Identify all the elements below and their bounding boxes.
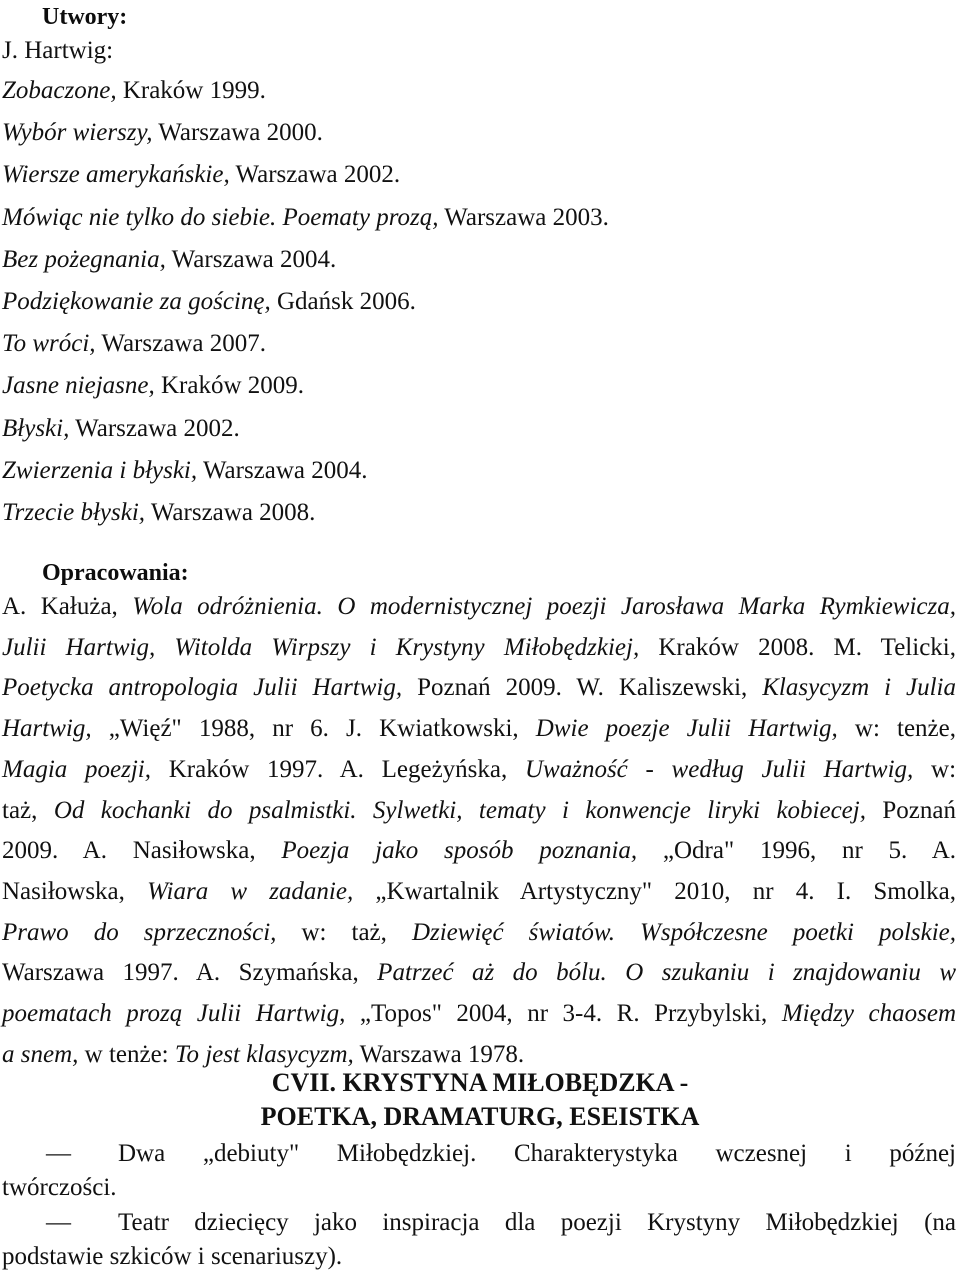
work-item [2,76,956,106]
work-item [2,203,956,233]
work-title: Jasne niejasne, [2,372,155,400]
work-item [2,414,956,444]
italic-title-segment: Prawo do sprzeczności, [2,918,277,946]
chapter-title-line-2: POETKA, DRAMATURG, ESEISTKA [260,1102,700,1131]
italic-title-segment: Klasycyzm i Julia [762,674,956,702]
text-segment: 2009. A. Nasiłowska, [2,837,282,865]
italic-title-segment: Hartwig, [2,715,92,743]
author-label: J. Hartwig: [2,37,114,64]
work-item [2,329,956,359]
work-publication: Warszawa 2003. [438,203,609,231]
work-publication: Warszawa 2002. [69,414,240,442]
bibliography-line [2,755,956,785]
text-segment: „Topos" 2004, nr 3-4. R. Przybylski, [345,1000,782,1027]
italic-title-segment: Dziewięć światów. Współczesne poetki polskie, [411,918,957,946]
italic-title-segment: a snem, [2,1040,79,1068]
work-title: Wybór wierszy, [2,119,153,147]
italic-title-segment: Wola odróżnienia. O modernistycznej poezji Jarosława Marka Rymkiewicza, [132,593,957,620]
point-1-line-1 [2,1139,956,1169]
work-title: Zobaczone, [2,77,117,104]
work-publication: Warszawa 2008. [145,499,316,526]
work-item [2,371,956,401]
italic-title-segment: Uważność - według Julii Hartwig, [524,755,914,783]
italic-title-segment: Wiara w zadanie, [147,877,354,905]
utwory-heading: Utwory: [42,4,128,30]
text-segment: Kraków 2008. M. Telicki, [639,633,956,661]
bibliography-line [2,918,956,948]
text-segment: „Kwartalnik Artystyczny" 2010, nr 4. I. Smolka, [353,877,957,905]
point-1-line-2: twórczości. [2,1174,117,1201]
text-segment: Poznań 2009. W. Kaliszewski, [402,674,763,702]
work-publication: Warszawa 2004. [165,245,337,273]
bibliography-line [2,1040,956,1070]
bibliography-line [2,958,956,988]
work-item [2,456,956,486]
work-title: Mówiąc nie tylko do siebie. Poematy prozą, [2,203,439,231]
italic-title-segment: Dwie poezje Julii Hartwig, [535,715,838,743]
text-segment: „Odra" 1996, nr 5. A. [637,837,956,865]
text-segment: Nasiłowska, [2,877,148,905]
work-publication: Kraków 1999. [116,77,266,104]
text-segment: Kraków 1997. A. Legeżyńska, [150,755,525,783]
italic-title-segment: Między chaosem [781,1000,957,1027]
bibliography-line [2,877,956,907]
work-item [2,287,956,317]
work-title: Trzecie błyski, [2,499,146,526]
text-segment: w: tenże, [837,715,956,743]
point-2-line-1 [2,1208,956,1238]
text-segment: w: [913,755,957,783]
work-item [2,498,956,528]
point-2-text: Teatr dziecięcy jako inspiracja dla poezji Krystyny Miłobędzkiej (na [118,1209,956,1236]
em-dash-marker: — [46,1140,71,1167]
text-segment: „Więź" 1988, nr 6. J. Kwiatkowski, [91,715,536,743]
italic-title-segment: Poezja jako sposób poznania, [281,837,638,865]
work-item [2,245,956,275]
bibliography-line [2,999,956,1029]
text-segment: Warszawa 1997. A. Szymańska, [2,959,378,987]
work-item [2,160,956,190]
opracowania-heading: Opracowania: [42,560,189,586]
text-segment: Poznań [865,796,956,824]
bibliography-line [2,592,956,622]
work-publication: Warszawa 2007. [95,330,266,358]
bibliography-line [2,673,956,703]
italic-title-segment: Poetycka antropologia Julii Hartwig, [2,674,403,702]
work-title: Zwierzenia i błyski, [2,456,198,484]
work-publication: Warszawa 2000. [152,119,323,147]
text-segment: A. Kałuża, [2,593,133,620]
work-title: Podziękowanie za gościnę, [2,288,271,315]
work-title: Błyski, [2,414,70,442]
point-2-line-2: podstawie szkiców i scenariuszy). [2,1243,343,1270]
italic-title-segment: Magia poezji, [2,755,151,783]
bibliography-line [2,633,956,663]
work-title: To wróci, [2,330,96,358]
work-publication: Gdańsk 2006. [270,288,416,315]
chapter-title-line-1: CVII. KRYSTYNA MIŁOBĘDZKA - [271,1068,689,1097]
text-segment: Warszawa 1978. [353,1040,525,1068]
work-title: Bez pożegnania, [2,245,166,273]
work-title: Wiersze amerykańskie, [2,161,230,189]
text-segment: w: taż, [276,918,412,946]
italic-title-segment: Patrzeć aż do bólu. O szukaniu i znajdowaniu w [377,959,956,987]
em-dash-marker: — [46,1209,71,1236]
bibliography-line [2,714,956,744]
italic-title-segment: Od kochanki do psalmistki. Sylwetki, tematy i konwencje liryki kobiecej, [53,796,866,824]
text-segment: w tenże: [78,1040,175,1068]
work-item [2,118,956,148]
italic-title-segment: poematach prozą Julii Hartwig, [2,1000,346,1027]
point-1-text: Dwa „debiuty" Miłobędzkiej. Charakterystyka wczesnej i późnej [118,1140,956,1167]
italic-title-segment: To jest klasycyzm, [174,1040,354,1068]
work-publication: Kraków 2009. [154,372,305,400]
bibliography-line [2,836,956,866]
work-publication: Warszawa 2004. [197,456,368,484]
work-publication: Warszawa 2002. [229,161,401,189]
text-segment: taż, [2,796,54,824]
italic-title-segment: Julii Hartwig, Witolda Wirpszy i Krystyny Miłobędzkiej, [2,633,640,661]
bibliography-line [2,796,956,826]
